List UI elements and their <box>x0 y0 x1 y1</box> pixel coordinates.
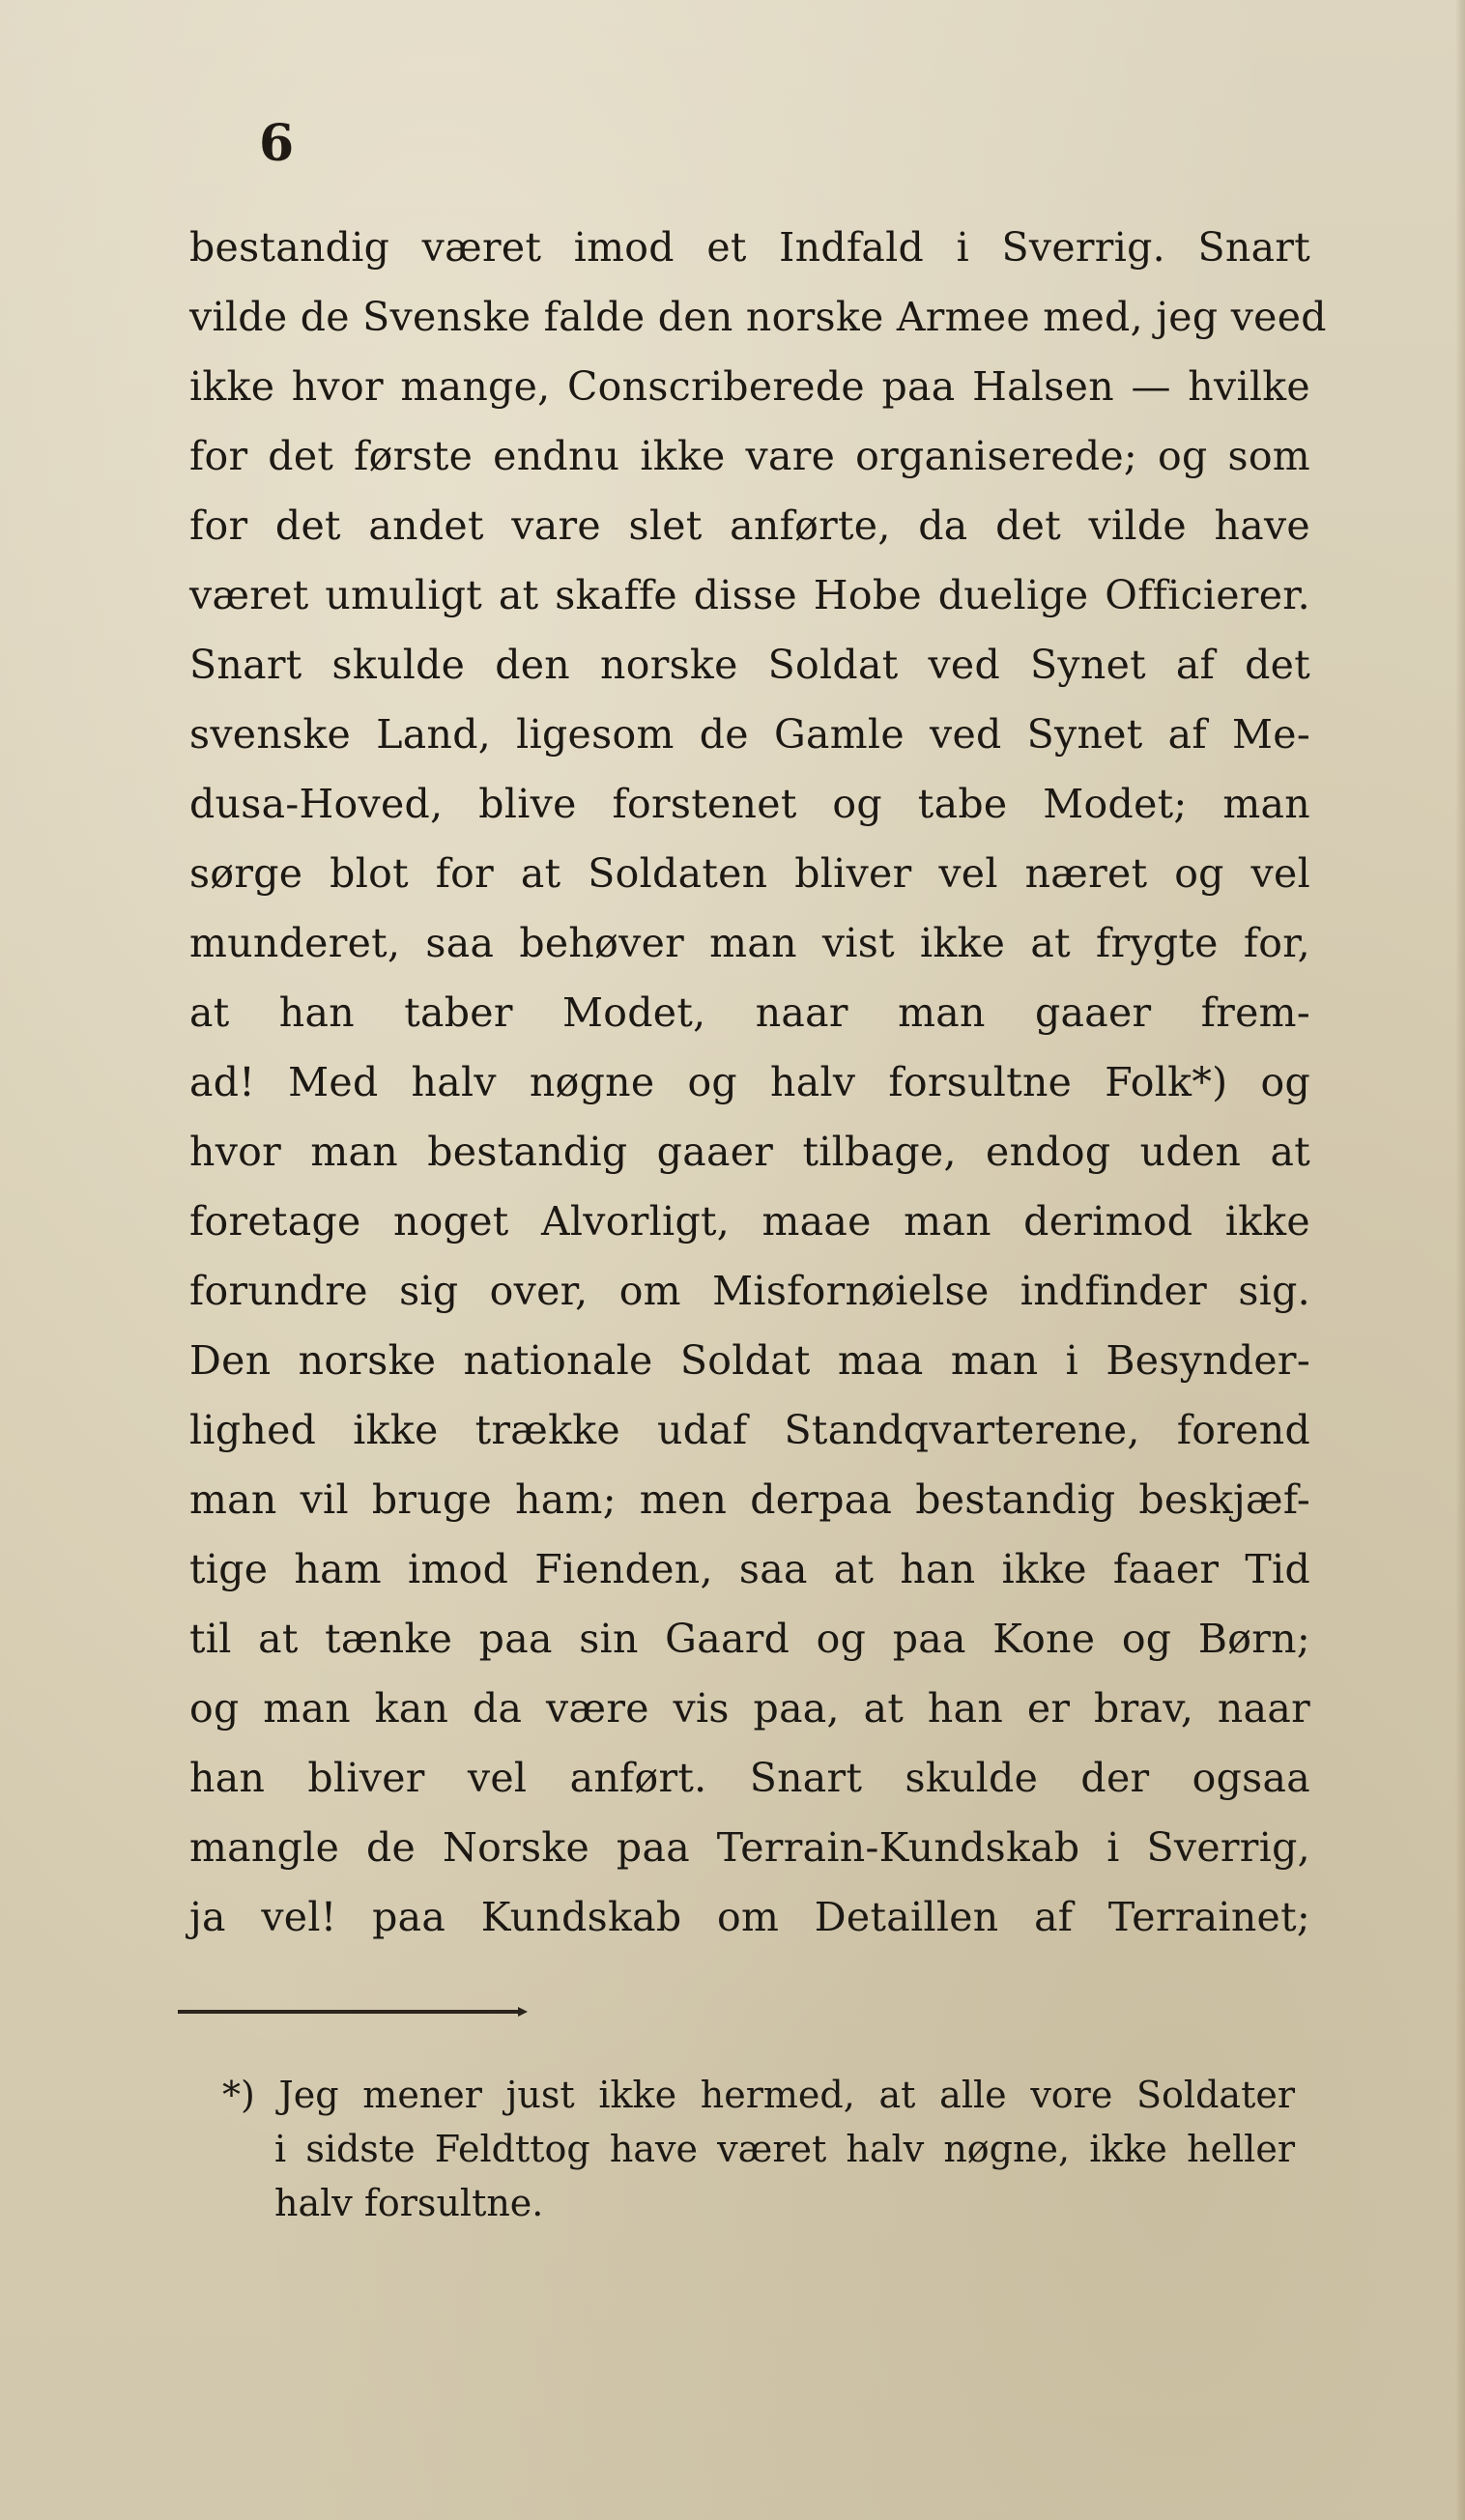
text-line: han bliver vel anført. Snart skulde der ogsaa <box>189 1755 1310 1801</box>
text-line: forundre sig over, om Misfornøielse indfinder sig. <box>189 1268 1310 1314</box>
text-line: været umuligt at skaffe disse Hobe duelige Officierer. <box>189 572 1310 618</box>
text-line: mangle de Norske paa Terrain-Kundskab i Sverrig, <box>189 1824 1310 1871</box>
text-line: svenske Land, ligesom de Gamle ved Synet af Me- <box>189 711 1310 758</box>
text-line: ikke hvor mange, Conscriberede paa Halsen — hvilke <box>189 363 1310 410</box>
text-line: hvor man bestandig gaaer tilbage, endog uden at <box>189 1129 1310 1175</box>
text-line: Snart skulde den norske Soldat ved Synet af det <box>189 642 1310 688</box>
text-line: bestandig været imod et Indfald i Sverrig. Snart <box>189 224 1310 271</box>
text-line: tige ham imod Fienden, saa at han ikke faaer Tid <box>189 1546 1310 1592</box>
text-line: sørge blot for at Soldaten bliver vel næret og vel <box>189 850 1310 897</box>
text-line: at han taber Modet, naar man gaaer frem- <box>189 989 1310 1036</box>
text-line: lighed ikke trække udaf Standqvarterene, forend <box>189 1407 1310 1453</box>
footnote <box>222 2068 1295 2230</box>
text-line: til at tænke paa sin Gaard og paa Kone og Børn; <box>189 1616 1310 1662</box>
footnote-line: *) Jeg mener just ikke hermed, at alle vore Soldater <box>222 2074 1295 2116</box>
text-line: ja vel! paa Kundskab om Detaillen af Terrainet; <box>189 1894 1310 1940</box>
text-line: for det andet vare slet anførte, da det vilde have <box>189 502 1310 549</box>
text-line: man vil bruge ham; men derpaa bestandig beskjæf- <box>189 1476 1310 1523</box>
text-line: foretage noget Alvorligt, maae man derimod ikke <box>189 1198 1310 1245</box>
text-line: vilde de Svenske falde den norske Armee med, jeg veed <box>189 294 1327 340</box>
footnote-line: halv forsultne. <box>274 2182 544 2224</box>
page-edge-shadow <box>1455 0 1465 2520</box>
text-line: Den norske nationale Soldat maa man i Besynder- <box>189 1337 1310 1384</box>
text-line: munderet, saa behøver man vist ikke at frygte for, <box>189 920 1310 966</box>
footnote-divider <box>178 2010 522 2014</box>
page-number: 6 <box>259 114 295 173</box>
text-line: og man kan da være vis paa, at han er brav, naar <box>189 1685 1310 1732</box>
text-line: dusa-Hoved, blive forstenet og tabe Modet; man <box>189 781 1310 827</box>
body-text <box>189 213 1327 1952</box>
footnote-line: i sidste Feldttog have været halv nøgne, ikke heller <box>274 2128 1295 2170</box>
text-line: ad! Med halv nøgne og halv forsultne Folk*) og <box>189 1059 1310 1105</box>
text-line: for det første endnu ikke vare organiserede; og som <box>189 433 1310 479</box>
